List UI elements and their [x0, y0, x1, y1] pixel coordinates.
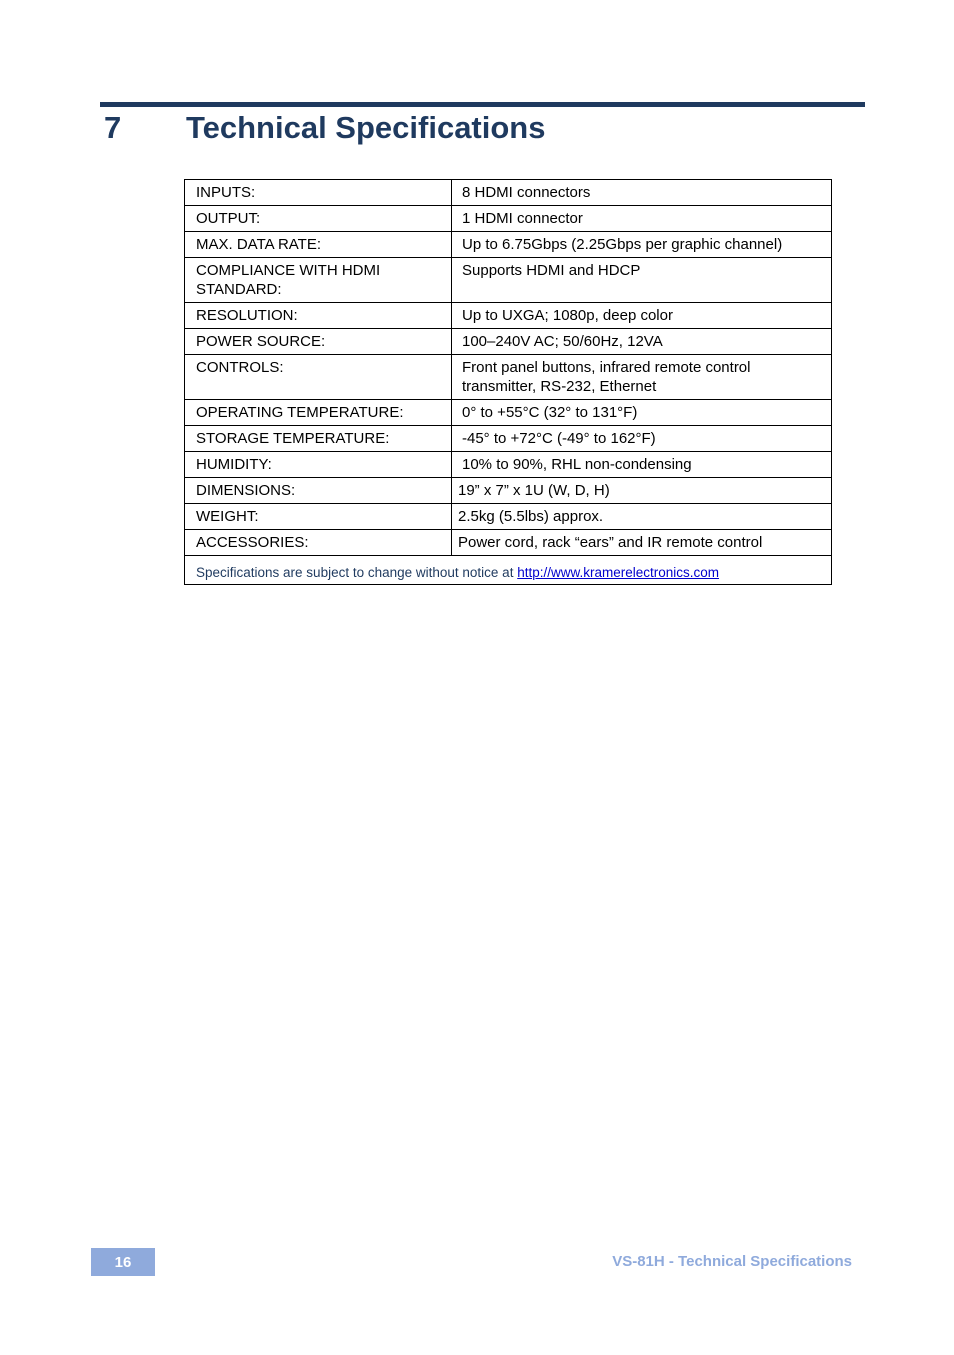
spec-label: OUTPUT:	[185, 206, 452, 232]
spec-value: -45° to +72°C (-49° to 162°F)	[452, 426, 832, 452]
spec-label: RESOLUTION:	[185, 303, 452, 329]
spec-value: 19” x 7” x 1U (W, D, H)	[452, 478, 832, 504]
spec-value: Front panel buttons, infrared remote control transmitter, RS-232, Ethernet	[452, 355, 832, 400]
chapter-title: Technical Specifications	[186, 110, 546, 145]
spec-label: INPUTS:	[185, 180, 452, 206]
spec-label: CONTROLS:	[185, 355, 452, 400]
spec-label: DIMENSIONS:	[185, 478, 452, 504]
footnote-text: Specifications are subject to change without notice at	[196, 565, 518, 580]
spec-value: 10% to 90%, RHL non-condensing	[452, 452, 832, 478]
table-row	[185, 530, 832, 556]
spec-label: COMPLIANCE WITH HDMI STANDARD:	[185, 258, 452, 303]
table-row	[185, 258, 832, 303]
table-row	[185, 400, 832, 426]
table-row	[185, 206, 832, 232]
spec-value: 1 HDMI connector	[452, 206, 832, 232]
spec-label: OPERATING TEMPERATURE:	[185, 400, 452, 426]
footnote-row	[185, 556, 832, 585]
table-row	[185, 452, 832, 478]
spec-footnote	[185, 556, 832, 585]
page-number: 16	[91, 1248, 155, 1276]
spec-value: 100–240V AC; 50/60Hz, 12VA	[452, 329, 832, 355]
spec-value: Supports HDMI and HDCP	[452, 258, 832, 303]
table-row	[185, 478, 832, 504]
spec-value: Power cord, rack “ears” and IR remote control	[452, 530, 832, 556]
spec-value: Up to UXGA; 1080p, deep color	[452, 303, 832, 329]
table-row	[185, 329, 832, 355]
spec-label: STORAGE TEMPERATURE:	[185, 426, 452, 452]
spec-label: POWER SOURCE:	[185, 329, 452, 355]
spec-label: WEIGHT:	[185, 504, 452, 530]
table-row	[185, 426, 832, 452]
spec-table	[184, 179, 832, 585]
chapter-heading	[100, 110, 865, 150]
table-row	[185, 303, 832, 329]
table-row	[185, 504, 832, 530]
spec-label: ACCESSORIES:	[185, 530, 452, 556]
spec-value: 0° to +55°C (32° to 131°F)	[452, 400, 832, 426]
table-row	[185, 232, 832, 258]
spec-value: 2.5kg (5.5lbs) approx.	[452, 504, 832, 530]
top-rule	[100, 102, 865, 107]
footer-title: VS-81H - Technical Specifications	[612, 1253, 852, 1270]
spec-label: HUMIDITY:	[185, 452, 452, 478]
kramer-website-link[interactable]: http://www.kramerelectronics.com	[517, 565, 720, 580]
table-row	[185, 355, 832, 400]
table-row	[185, 180, 832, 206]
spec-value: Up to 6.75Gbps (2.25Gbps per graphic channel)	[452, 232, 832, 258]
chapter-number: 7	[104, 110, 122, 145]
spec-label: MAX. DATA RATE:	[185, 232, 452, 258]
spec-value: 8 HDMI connectors	[452, 180, 832, 206]
